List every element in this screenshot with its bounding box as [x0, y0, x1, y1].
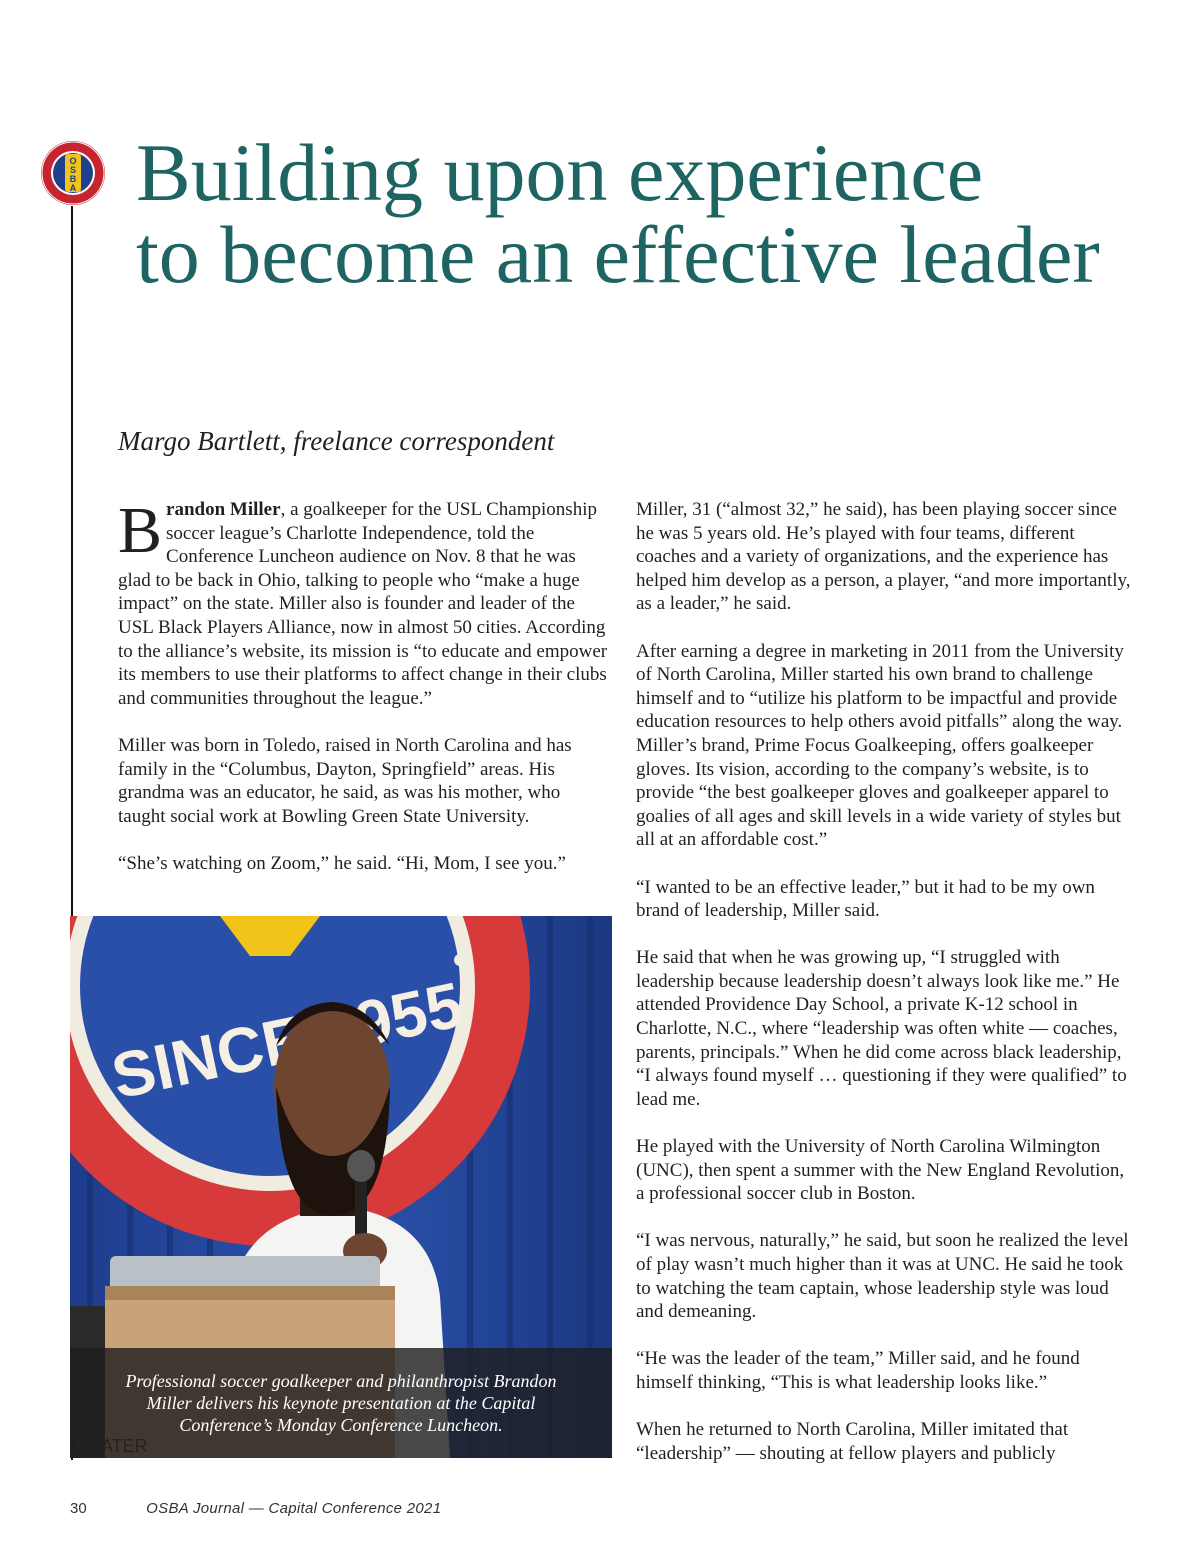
page-number: 30 — [70, 1500, 87, 1517]
paragraph: Miller, 31 (“almost 32,” he said), has been playing soccer since he was 5 years old. He’s played with four teams, different coaches and a variety of organizations, and the experience has helped him develop as a person, a player, “and more importantly, as a leader,” he said. — [636, 499, 1131, 615]
paragraph: “I wanted to be an effective leader,” but it had to be my own brand of leadership, Miller said. — [636, 876, 1095, 922]
paragraph: He played with the University of North Carolina Wilmington (UNC), then spent a summer with the New England Revolution, a professional soccer club in Boston. — [636, 1136, 1125, 1205]
photo-caption — [70, 1348, 612, 1458]
caption-line-3: Conference’s Monday Conference Luncheon. — [179, 1415, 503, 1435]
byline: Margo Bartlett, freelance correspondent — [118, 426, 555, 456]
publication-name: OSBA Journal — Capital Conference 2021 — [146, 1500, 442, 1517]
title-line-1: Building upon experience — [136, 127, 984, 218]
paragraph — [118, 494, 610, 710]
caption-line-2: Miller delivers his keynote presentation at the Capital — [146, 1393, 536, 1413]
title-line-2: to become an effective leader — [136, 209, 1100, 300]
paragraph: When he returned to North Carolina, Miller imitated that “leadership” — shouting at fellow players and publicly — [636, 1419, 1069, 1464]
svg-text:O: O — [69, 156, 77, 166]
subject-name: randon Miller — [166, 499, 281, 520]
paragraph-text: , a goalkeeper for the USL Championship soccer league’s Charlotte Independence, told the Conference Luncheon audience on Nov. 8 that he was glad to be back in Ohio, talking to people who “make a huge impact” on the state. Miller also is founder and leader of the USL Black Players Alliance, now in almost 50 cities. According to the alliance’s website, its mission is “to educate and empower its members to use their platforms to affect change in their clubs and communities throughout the league.” — [118, 499, 608, 709]
paragraph: “He was the leader of the team,” Miller said, and he found himself thinking, “This is what leadership looks like.” — [636, 1348, 1080, 1393]
svg-text:A: A — [69, 183, 77, 193]
page-footer — [70, 1500, 441, 1517]
caption-line-1: Professional soccer goalkeeper and philanthropist Brandon — [125, 1371, 557, 1391]
drop-cap: B — [118, 494, 163, 567]
banner-text: SINCE 1955 — [105, 968, 469, 1113]
paragraph: “I was nervous, naturally,” he said, but soon he realized the level of play wasn’t much higher than it was at UNC. He said he took to watching the team captain, whose leadership style was loud and demeaning. — [636, 1230, 1129, 1323]
svg-text:B: B — [69, 174, 77, 184]
article-title — [136, 127, 1176, 300]
osba-seal-icon — [40, 140, 106, 206]
article-column-right — [636, 498, 1136, 1465]
paragraph: He said that when he was growing up, “I struggled with leadership because leadership doesn’t always look like me.” He attended Providence Day School, a private K-12 school in Charlotte, N.C., where “leadership was often white — coaches, parents, principals.” When he did come across black leadership, “I always found myself … questioning if they were qualified” to lead me. — [636, 947, 1127, 1110]
article-column-left — [118, 494, 610, 876]
paragraph: Miller was born in Toledo, raised in North Carolina and has family in the “Columbus, Dayton, Springfield” areas. His grandma was an educator, he said, as was his mother, who taught social work at Bowling Green State University. — [118, 734, 572, 827]
svg-text:S: S — [69, 165, 77, 175]
paragraph: “She’s watching on Zoom,” he said. “Hi, Mom, I see you.” — [118, 852, 566, 874]
paragraph: After earning a degree in marketing in 2011 from the University of North Carolina, Miller started his own brand to challenge himself and to “utilize his platform to be impactful and provide education resources to help others avoid pitfalls” along the way. Miller’s brand, Prime Focus Goalkeeping, offers goalkeeper gloves. Its vision, according to the company’s website, is to provide “the best goalkeeper gloves and goalkeeper apparel to goalies of all ages and skill levels in a wide variety of styles but all at an affordable cost.” — [636, 640, 1124, 851]
osba-logo — [40, 140, 106, 206]
article-photo — [70, 916, 612, 1458]
